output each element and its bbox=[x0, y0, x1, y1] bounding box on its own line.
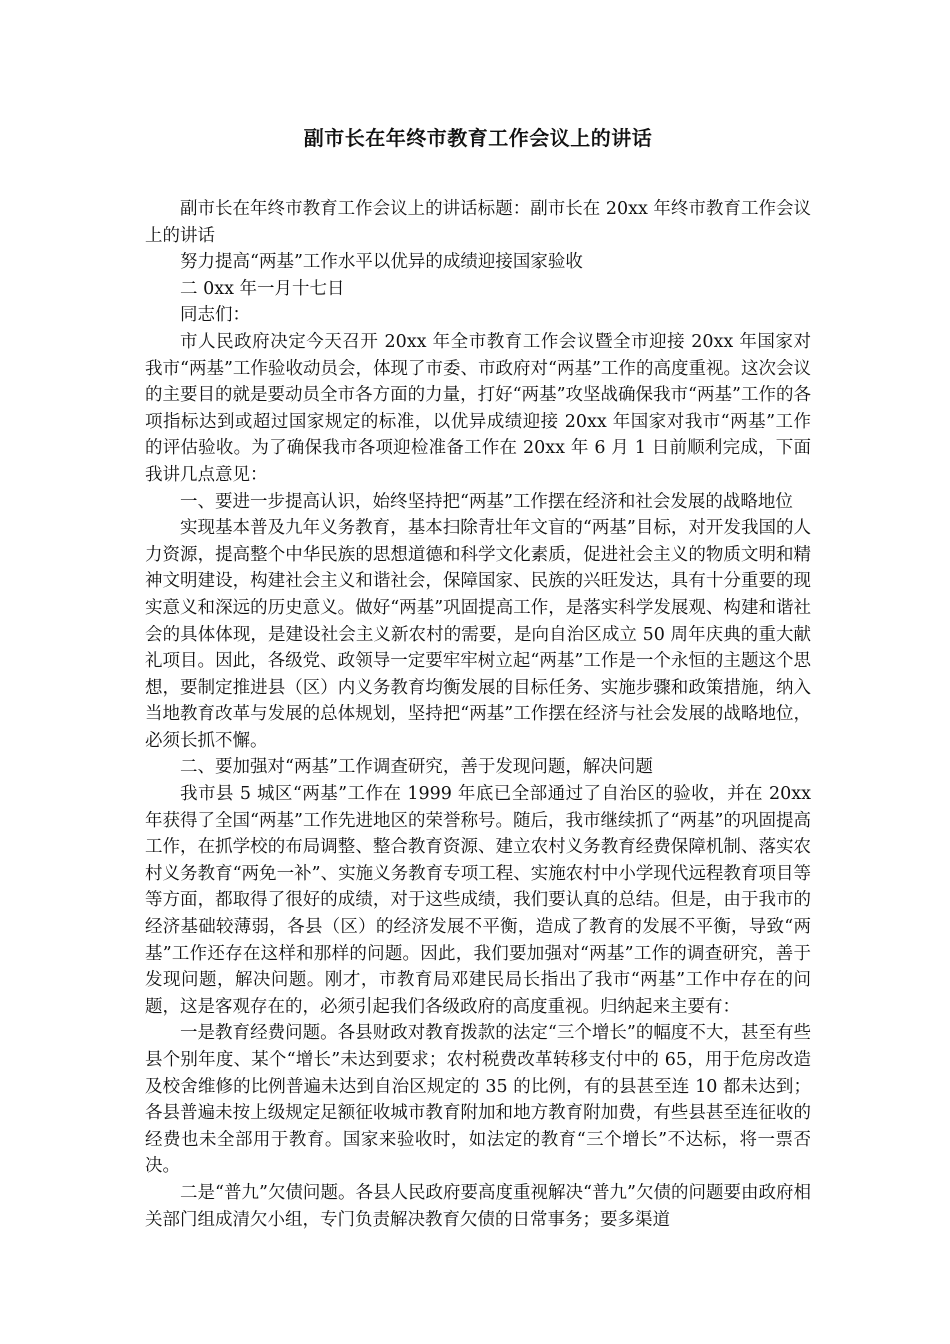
section-heading-1: 一、要进一步提高认识，始终坚持把“两基”工作摆在经济和社会发展的战略地位 bbox=[180, 491, 793, 512]
paragraph-funding-issue: 一是教育经费问题。各县财政对教育拨款的法定“三个增长”的幅度不大，甚至有些县个别年度、某个“增长”未达到要求；农村税费改革转移支付中的 65，用于危房改造及校舍维修的比例普遍未达到自治区规定的 35 的比例，有的县甚至连 10 都未达到；各县普遍未按上级规定足额征收城市教育附加和地方教育附加费，有些县甚至连征收的经费也未全部用于教育。国家来验收时，如法定的教育“三个增长”不达标，将一票否决。 bbox=[145, 1023, 811, 1177]
paragraph-section-1: 实现基本普及九年义务教育，基本扫除青壮年文盲的“两基”目标，对开发我国的人力资源，提高整个中华民族的思想道德和科学文化素质，促进社会主义的物质文明和精神文明建设，构建社会主义和谐社会，保障国家、民族的兴旺发达，具有十分重要的现实意义和深远的历史意义。做好“两基”巩固提高工作，是落实科学发展观、构建和谐社会的具体体现，是建设社会主义新农村的需要，是向自治区成立 50 周年庆典的重大献礼项目。因此，各级党、政领导一定要牢牢树立起“两基”工作是一个永恒的主题这个思想，要制定推进县（区）内义务教育均衡发展的目标任务、实施步骤和政策措施，纳入当地教育改革与发展的总体规划，坚持把“两基”工作摆在经济与社会发展的战略地位，必须长抓不懈。 bbox=[145, 518, 811, 751]
paragraph-intro: 市人民政府决定今天召开 20xx 年全市教育工作会议暨全市迎接 20xx 年国家对我市“两基”工作验收动员会，体现了市委、市政府对“两基”工作的高度重视。这次会议的主要目的就是要动员全市各方面的力量，打好“两基”攻坚战确保我市“两基”工作的各项指标达到或超过国家规定的标准，以优异成绩迎接 20xx 年国家对我市“两基”工作的评估验收。为了确保我市各项迎检准备工作在 20xx 年 6 月 1 日前顺利完成，下面我讲几点意见： bbox=[145, 331, 811, 485]
paragraph-section-2: 我市县 5 城区“两基”工作在 1999 年底已全部通过了自治区的验收，并在 20xx 年获得了全国“两基”工作先进地区的荣誉称号。随后，我市继续抓了“两基”的巩固提高工作，在抓学校的布局调整、整合教育资源、建立农村义务教育经费保障机制、落实农村义务教育“两免一补”、实施义务教育专项工程、实施农村中小学现代远程教育项目等等方面，都取得了很好的成绩，对于这些成绩，我们要认真的总结。但是，由于我市的经济基础较薄弱，各县（区）的经济发展不平衡，造成了教育的发展不平衡，导致“两基”工作还存在这样和那样的问题。因此，我们要加强对“两基”工作的调查研究，善于发现问题，解决问题。刚才，市教育局邓建民局长指出了我市“两基”工作中存在的问题，这是客观存在的，必须引起我们各级政府的高度重视。归纳起来主要有： bbox=[145, 784, 811, 1017]
document-page bbox=[145, 0, 811, 1233]
paragraph-slogan: 努力提高“两基”工作水平以优异的成绩迎接国家验收 bbox=[180, 252, 583, 273]
paragraph-date: 二 0xx 年一月十七日 bbox=[180, 278, 345, 299]
document-body bbox=[145, 196, 811, 1233]
paragraph-salutation: 同志们： bbox=[180, 305, 250, 326]
paragraph-subtitle-line: 副市长在年终市教育工作会议上的讲话标题：副市长在 20xx 年终市教育工作会议上的讲话 bbox=[145, 199, 811, 246]
paragraph-debt-issue: 二是“普九”欠债问题。各县人民政府要高度重视解决“普九”欠债的问题要由政府相关部门组成清欠小组，专门负责解决教育欠债的日常事务；要多渠道 bbox=[145, 1182, 811, 1230]
section-heading-2: 二、要加强对“两基”工作调查研究，善于发现问题，解决问题 bbox=[180, 757, 653, 778]
document-title: 副市长在年终市教育工作会议上的讲话 bbox=[303, 126, 653, 150]
